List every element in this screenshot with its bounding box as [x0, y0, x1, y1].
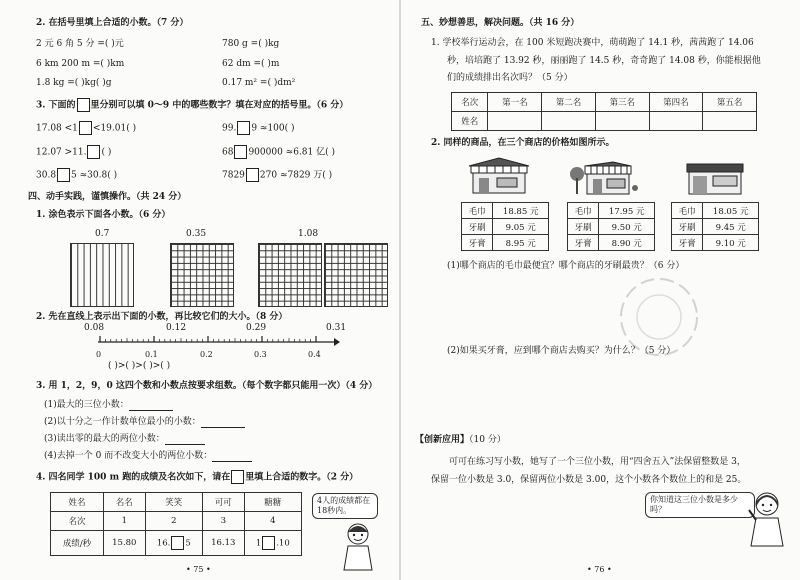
table-cell	[145, 531, 202, 556]
q2-item-4: 62 dm =( )m	[222, 59, 280, 69]
table-cell: 8.90 元	[599, 235, 655, 251]
table-row	[672, 219, 759, 235]
answer-cell[interactable]	[542, 112, 596, 131]
table-cell: 姓名	[452, 112, 488, 131]
answer-box[interactable]	[237, 121, 250, 135]
answer-box[interactable]	[171, 536, 184, 550]
score-part: 16.	[156, 538, 171, 549]
grid-label-1: 0.7	[95, 229, 110, 239]
q2-item-1: 2 元 6 角 5 分 =( )元	[36, 39, 124, 49]
table-cell: 笑笑	[145, 493, 202, 512]
q41-title: 1. 涂色表示下面各小数。（6 分）	[36, 210, 171, 220]
q3-r3b-pre: 7829	[222, 170, 245, 181]
table-row	[462, 219, 549, 235]
table-cell: 第一名	[488, 93, 542, 112]
table-cell	[244, 531, 301, 556]
table-row	[462, 235, 549, 251]
value-label-4: 0.31	[326, 323, 347, 333]
q43-item-2	[44, 417, 245, 428]
q42-title: 2. 先在直线上表示出下面的小数，再比较它们的大小。（8 分）	[36, 312, 288, 322]
table-row	[568, 235, 655, 251]
table-cell: 毛巾	[568, 203, 599, 219]
page-number-right: • 76 •	[587, 565, 612, 574]
table-row	[51, 493, 302, 512]
answer-blank[interactable]	[212, 461, 252, 462]
answer-blank[interactable]	[201, 427, 245, 428]
answer-box[interactable]	[234, 145, 247, 159]
innovation-line2: 保留一位小数是 3.0，保留两位小数是 3.00，这个小数各个数位上的和是 25。	[431, 475, 747, 485]
score-part: 1	[255, 538, 262, 549]
left-page	[0, 0, 399, 580]
table-row	[568, 203, 655, 219]
value-label-2: 0.12	[166, 323, 187, 333]
question-bubble: 你知道这三位小数是多少吗？	[645, 492, 755, 518]
q3-row1-a	[36, 121, 136, 135]
table-cell: 3	[202, 512, 244, 531]
table-cell: 18.05 元	[703, 203, 759, 219]
answer-blank[interactable]	[129, 410, 173, 411]
innovation-title	[415, 435, 506, 446]
number-line[interactable]	[90, 334, 340, 350]
table-cell: 9.05 元	[493, 219, 549, 235]
q2-item-2: 780 g =( )kg	[222, 39, 280, 49]
q3-title-a: 3. 下面的	[36, 100, 76, 111]
q51-line3: 们的成绩排出名次吗？（5 分）	[447, 73, 573, 83]
q2-item-6: 0.17 m² =( )dm²	[222, 78, 296, 88]
table-cell: 牙刷	[462, 219, 493, 235]
q3-r1a-pre: 17.08 <1	[36, 123, 78, 134]
table-cell: 毛巾	[672, 203, 703, 219]
q44-title-a: 4. 四名同学 100 m 跑的成绩及名次如下，请在	[36, 472, 231, 483]
shop-1-price-table	[461, 202, 549, 251]
q3-r2a-pre: 12.07 >11.	[36, 147, 87, 158]
answer-box[interactable]	[79, 121, 92, 135]
q3-r3a-pre: 30.8	[36, 170, 57, 181]
table-cell: 名次	[51, 512, 104, 531]
shop-2-icon	[569, 160, 639, 196]
q3-r1a-post: <19.01( )	[92, 123, 137, 134]
table-row	[51, 512, 302, 531]
score-part: .10	[276, 538, 290, 549]
q43-item-1-text: (1)最大的三位小数：	[44, 400, 129, 410]
grid-label-3: 1.08	[298, 229, 319, 239]
q2-item-3: 6 km 200 m =( )km	[36, 59, 125, 69]
table-row	[568, 219, 655, 235]
ranking-table	[451, 92, 757, 131]
shop-1-icon	[467, 156, 531, 196]
q51-line1: 1. 学校举行运动会，在 100 米短跑决赛中，萌萌跑了 14.1 秒，茜茜跑了 14.06	[431, 38, 754, 48]
table-cell: 17.95 元	[599, 203, 655, 219]
table-cell: 第四名	[649, 93, 703, 112]
q3-r2a-post: ( )	[101, 147, 112, 158]
table-cell: 牙刷	[568, 219, 599, 235]
table-row	[51, 531, 302, 556]
q3-title-b: 里分别可以填 0～9 中的哪些数字？填在对应的括号里。（6 分）	[90, 100, 349, 111]
hundredths-grid-1[interactable]	[258, 243, 322, 307]
table-cell: 8.95 元	[493, 235, 549, 251]
table-row	[452, 112, 757, 131]
q3-row2-b	[222, 145, 335, 159]
innovation-points: （10 分）	[469, 435, 506, 445]
table-cell: 9.45 元	[703, 219, 759, 235]
tick-label-4: 0.4	[308, 350, 321, 359]
table-cell: 牙刷	[672, 219, 703, 235]
table-cell: 牙膏	[568, 235, 599, 251]
q3-row1-b	[222, 121, 295, 135]
table-cell: 毛巾	[462, 203, 493, 219]
q43-item-2-text: (2)以十分之一作计数单位最小的小数：	[44, 417, 201, 427]
q52-sub2: (2)如果买牙膏，应到哪个商店去购买？为什么？（5 分）	[447, 346, 676, 356]
table-cell: 4	[244, 512, 301, 531]
table-cell: 可可	[202, 493, 244, 512]
table-cell: 1	[104, 512, 146, 531]
table-cell: 18.85 元	[493, 203, 549, 219]
q3-r2b-pre: 68	[222, 147, 234, 158]
answer-box[interactable]	[262, 536, 275, 550]
answer-cell[interactable]	[488, 112, 542, 131]
q3-r1b-post: 9 ≈100( )	[251, 123, 295, 134]
q3-r1b-pre: 99.	[222, 123, 237, 134]
table-cell: 2	[145, 512, 202, 531]
student-girl-icon	[747, 488, 787, 548]
table-cell: 名名	[104, 493, 146, 512]
table-cell: 第二名	[542, 93, 596, 112]
answer-box[interactable]	[87, 145, 100, 159]
score-part: 5	[185, 538, 191, 549]
q43-item-3-text: (3)读出零的最大的两位小数：	[44, 434, 165, 444]
q52-title: 2. 同样的商品，在三个商店的价格如图所示。	[431, 138, 615, 148]
grid-label-2: 0.35	[186, 229, 207, 239]
table-row	[462, 203, 549, 219]
q3-row3-b	[222, 168, 332, 182]
value-label-3: 0.29	[246, 323, 267, 333]
tenths-grid[interactable]	[70, 243, 134, 307]
tick-label-1: 0.1	[145, 350, 158, 359]
q3-title	[36, 98, 348, 112]
tick-label-0: 0	[96, 350, 102, 359]
q52-sub1: (1)哪个商店的毛巾最便宜？哪个商店的牙刷最贵？（6 分）	[447, 261, 685, 271]
table-cell: 姓名	[51, 493, 104, 512]
innovation-title-text: 【创新应用】	[415, 435, 470, 445]
shop-3-price-table	[671, 202, 759, 251]
q43-item-4	[44, 451, 252, 462]
q3-r3b-post: 270 ≈7829 万( )	[259, 170, 333, 181]
q2-item-5: 1.8 kg =( )kg( )g	[36, 78, 112, 88]
answer-cell[interactable]	[703, 112, 757, 131]
q3-row3-a	[36, 168, 117, 182]
table-cell: 糖糖	[244, 493, 301, 512]
table-cell: 成绩/秒	[51, 531, 104, 556]
table-cell: 名次	[452, 93, 488, 112]
table-cell: 16.13	[202, 531, 244, 556]
answer-cell[interactable]	[595, 112, 649, 131]
answer-box[interactable]	[57, 168, 70, 182]
table-row	[672, 235, 759, 251]
hundredths-grid-2[interactable]	[324, 243, 388, 307]
table-cell: 9.50 元	[599, 219, 655, 235]
table-cell: 牙膏	[462, 235, 493, 251]
innovation-line1: 可可在练习写小数，她写了一个三位小数，用“四舍五入”法保留整数是 3，	[449, 457, 746, 467]
answer-box[interactable]	[246, 168, 259, 182]
answer-cell[interactable]	[649, 112, 703, 131]
tick-label-3: 0.3	[254, 350, 267, 359]
value-label-1: 0.08	[84, 323, 105, 333]
answer-box[interactable]	[77, 98, 90, 112]
table-cell: 第三名	[595, 93, 649, 112]
shop-2-price-table	[567, 202, 655, 251]
tick-label-2: 0.2	[200, 350, 213, 359]
compare-row[interactable]: ( )>( )>( )>( )	[108, 361, 171, 371]
q44-title-b: 里填上合适的数字。（2 分）	[245, 472, 359, 483]
table-cell: 15.80	[104, 531, 146, 556]
shop-3-icon	[685, 160, 745, 196]
student-girl-icon	[340, 520, 376, 572]
table-row	[452, 93, 757, 112]
q43-item-3	[44, 434, 205, 445]
section-4-title: 四、动手实践，谨慎操作。（共 24 分）	[28, 192, 187, 202]
answer-box[interactable]	[231, 470, 244, 484]
table-row	[672, 203, 759, 219]
hundredths-grid[interactable]	[170, 243, 234, 307]
q43-title: 3. 用 1，2，9，0 这四个数和小数点按要求组数。（每个数字都只能用一次）（4 分）	[36, 381, 378, 391]
q3-r2b-post: 900000 ≈6.81 亿( )	[248, 147, 335, 158]
q43-item-1	[44, 400, 173, 411]
q44-title	[36, 470, 358, 484]
q51-line2: 秒，培培跑了 13.92 秒，丽丽跑了 14.5 秒，奇奇跑了 14.08 秒，你能根据他	[447, 56, 761, 66]
right-page	[401, 0, 800, 580]
page-number-left: • 75 •	[186, 565, 211, 574]
hint-bubble: 4人的成绩都在18秒内。	[312, 493, 378, 519]
table-cell: 第五名	[703, 93, 757, 112]
answer-blank[interactable]	[165, 444, 205, 445]
q3-row2-a	[36, 145, 111, 159]
q3-r3a-post: 5 ≈30.8( )	[71, 170, 118, 181]
table-cell: 9.10 元	[703, 235, 759, 251]
q43-item-4-text: (4)去掉一个 0 而不改变大小的两位小数：	[44, 451, 213, 461]
race-table	[50, 492, 302, 556]
section-5-title: 五、妙想善思，解决问题。（共 16 分）	[421, 18, 580, 28]
table-cell: 牙膏	[672, 235, 703, 251]
q2-title: 2. 在括号里填上合适的小数。（7 分）	[36, 18, 189, 28]
